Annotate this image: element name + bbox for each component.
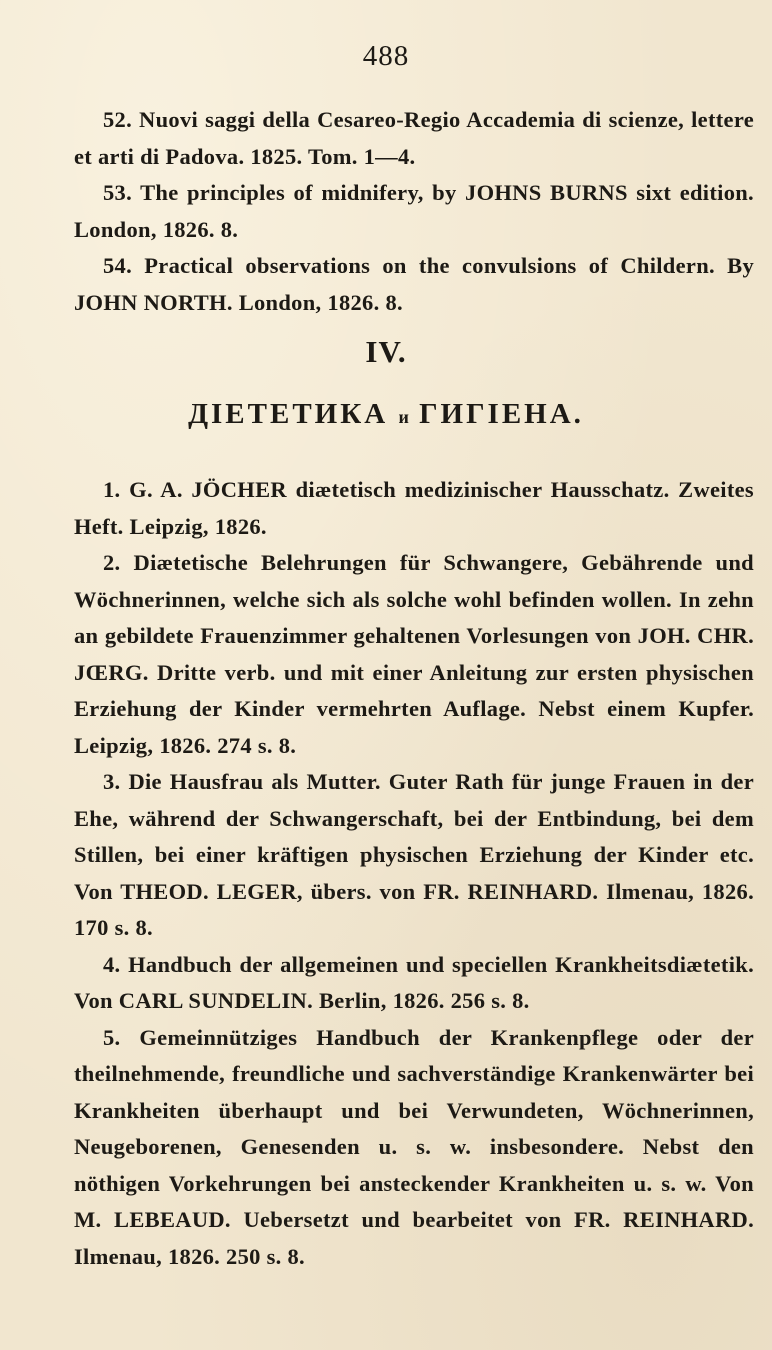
section-title xyxy=(0,398,772,431)
entry-text: Die Hausfrau als Mutter. Guter Rath für junge Frauen in der Ehe, während der Schwangerschaft, bei der Entbindung, bei dem Stillen, bei einer kräftigen physischen Erziehung der Kinder etc. Von THEOD. LEGER, übers. von FR. REINHARD. Ilmenau, 1826. 170 s. 8. xyxy=(74,769,754,940)
entry-text: The principles of midnifery, by JOHNS BURNS sixt edition. London, 1826. 8. xyxy=(74,180,754,242)
bibliography-entry-4 xyxy=(74,947,754,1020)
entry-text: Handbuch der allgemeinen und speciellen Krankheitsdiætetik. Von CARL SUNDELIN. Berlin, 1826. 256 s. 8. xyxy=(74,951,754,1013)
entry-number: 52. xyxy=(103,107,133,132)
entries-before-section xyxy=(74,102,754,321)
entry-text: G. A. JÖCHER diætetisch medizinischer Hausschatz. Zweites Heft. Leipzig, 1826. xyxy=(74,477,754,539)
section-numeral: IV. xyxy=(365,334,407,369)
section-title-part1: ДIЕТЕТИКА xyxy=(188,398,389,430)
entry-text: Practical observations on the convulsions of Childern. By JOHN NORTH. London, 1826. 8. xyxy=(74,253,754,315)
bibliography-entry-54 xyxy=(74,248,754,321)
entry-number: 3. xyxy=(103,769,121,794)
bibliography-entry-52 xyxy=(74,102,754,175)
entry-number: 5. xyxy=(103,1024,121,1050)
bibliography-entry-3 xyxy=(74,764,754,947)
bibliography-entry-53 xyxy=(74,175,754,248)
entry-text: Gemeinnütziges Handbuch der Krankenpflege oder der theilnehmende, freundliche und sachverständige Krankenwärter bei Krankheiten überhaupt und bei Verwundeten, Wöchnerinnen, Neugeborenen, Genesenden u. s. w. insbesondere. Nebst den nöthigen Vorkehrungen bei ansteckender Krankheiten u. s. w. Von M. LEBEAUD. Uebersetzt und bearbeitet von FR. REINHARD. Ilmenau, 1826. 250 s. 8. xyxy=(74,1024,754,1269)
entry-number: 2. xyxy=(103,550,121,575)
entries-after-section xyxy=(74,472,754,1275)
bibliography-entry-5 xyxy=(74,1020,754,1276)
entry-number: 53. xyxy=(103,180,133,205)
bibliography-entry-1 xyxy=(74,472,754,545)
entry-number: 1. xyxy=(103,477,121,502)
entry-number: 54. xyxy=(103,253,133,278)
page-number: 488 xyxy=(362,40,410,72)
section-title-conjunction: и xyxy=(398,407,409,427)
entry-number: 4. xyxy=(103,951,121,977)
section-title-part2: ГИГIЕНА. xyxy=(419,398,584,430)
entry-text: Diætetische Belehrungen für Schwangere, Gebährende und Wöchnerinnen, welche sich als solche wohl befinden wollen. In zehn an gebildete Frauenzimmer gehaltenen Vorlesungen von JOH. CHR. JŒRG. Dritte verb. und mit einer Anleitung zur ersten physischen Erziehung der Kinder vermehrten Auflage. Nebst einem Kupfer. Leipzig, 1826. 274 s. 8. xyxy=(74,550,754,758)
entry-text: Nuovi saggi della Cesareo-Regio Accademia di scienze, lettere et arti di Padova. 1825. Tom. 1—4. xyxy=(74,107,754,169)
bibliography-entry-2 xyxy=(74,545,754,764)
